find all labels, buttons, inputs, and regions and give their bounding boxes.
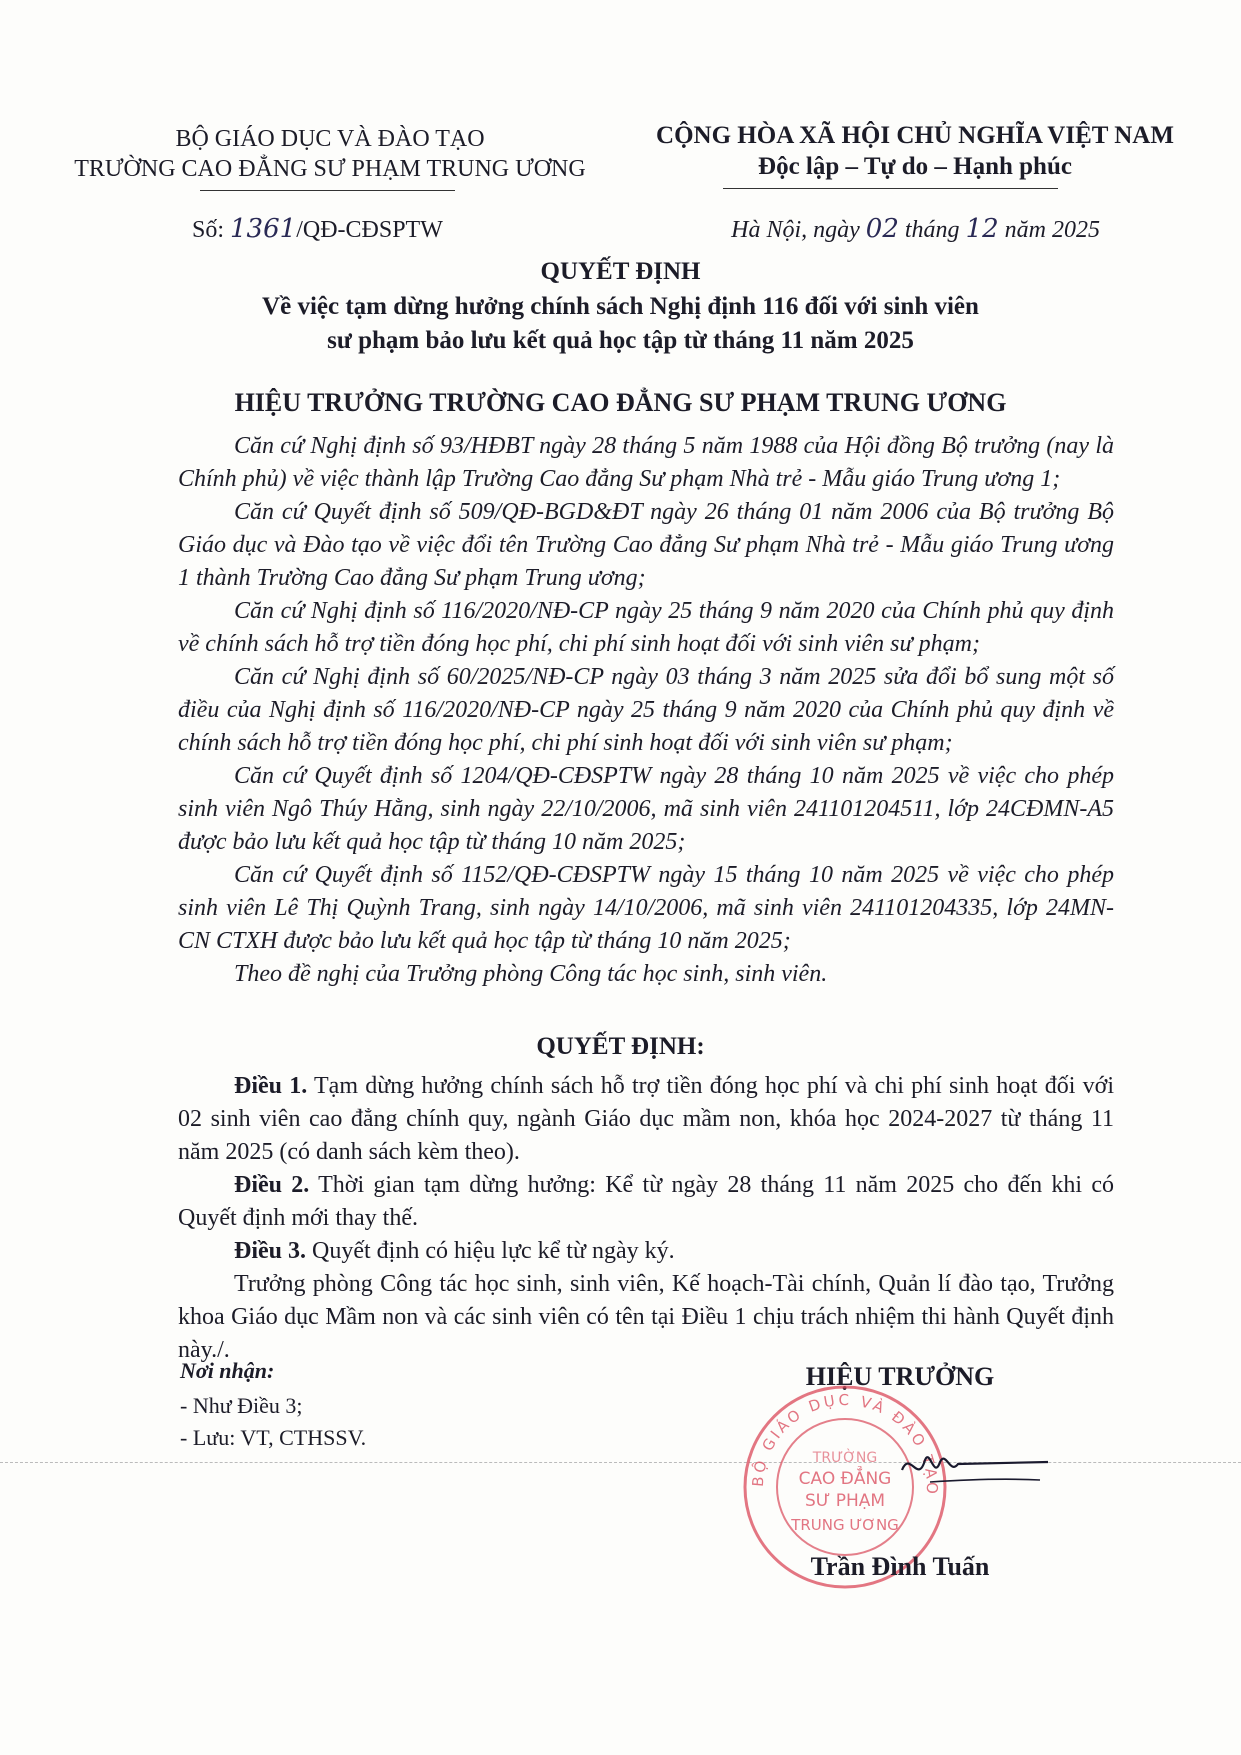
article-text: Tạm dừng hưởng chính sách hỗ trợ tiền đóng học phí và chi phí sinh hoạt đối với 02 sinh viên cao đẳng chính quy, ngành Giáo dục mầm non, khóa học 2024-2027 từ tháng 11 năm 2025 (có danh sách kèm theo). bbox=[178, 1073, 1115, 1165]
citation: Căn cứ Nghị định số 93/HĐBT ngày 28 tháng 5 năm 1988 của Hội đồng Bộ trưởng (nay là Chính phủ) về việc thành lập Trường Cao đẳng Sư phạm Nhà trẻ - Mẫu giáo Trung ương 1; bbox=[178, 433, 1114, 492]
issuing-authority: HIỆU TRƯỞNG TRƯỜNG CAO ĐẲNG SƯ PHẠM TRUNG ƯƠNG bbox=[234, 388, 1007, 417]
agency-header bbox=[40, 124, 620, 184]
article-label: Điều 3. bbox=[234, 1238, 306, 1264]
number-prefix: Số: bbox=[192, 217, 225, 243]
citation: Căn cứ Nghị định số 60/2025/NĐ-CP ngày 03 tháng 3 năm 2025 sửa đổi bổ sung một số điều của Nghị định số 116/2020/NĐ-CP ngày 25 tháng 9 năm 2020 của Chính phủ quy định về chính sách hỗ trợ tiền đóng học phí, chi phí sinh hoạt đối với sinh viên sư phạm; bbox=[178, 664, 1114, 756]
document-date bbox=[640, 214, 1100, 244]
number-suffix: /QĐ-CĐSPTW bbox=[296, 217, 443, 243]
recipient-item: - Như Điều 3; bbox=[180, 1393, 303, 1418]
article-text: Trưởng phòng Công tác học sinh, sinh viên, Kế hoạch-Tài chính, Quản lí đào tạo, Trưởng khoa Giáo dục Mầm non và các sinh viên có tên tại Điều 1 chịu trách nhiệm thi hành Quyết định này./. bbox=[178, 1271, 1114, 1363]
date-day: 02 bbox=[865, 214, 899, 244]
date-month-label: tháng bbox=[904, 217, 960, 243]
recipient-item: - Lưu: VT, CTHSSV. bbox=[180, 1425, 367, 1450]
seal-line: TRUNG ƯƠNG bbox=[791, 1516, 899, 1534]
subject-line-1: Về việc tạm dừng hưởng chính sách Nghị định 116 đối với sinh viên bbox=[262, 293, 979, 320]
seal-line: SƯ PHẠM bbox=[804, 1491, 886, 1511]
seal-line: TRƯỜNG bbox=[812, 1450, 878, 1466]
article-label: Điều 1. bbox=[234, 1073, 308, 1099]
seal-ring-text: BỘ GIÁO DỤC VÀ ĐÀO TẠO bbox=[748, 1390, 942, 1498]
national-header bbox=[620, 120, 1210, 182]
article-2 bbox=[178, 1169, 1114, 1235]
citation: Căn cứ Quyết định số 509/QĐ-BGD&ĐT ngày 26 tháng 01 năm 2006 của Bộ trưởng Bộ Giáo dục và Đào tạo về việc đổi tên Trường Cao đẳng Sư phạm Nhà trẻ - Mẫu giáo Trung ương 1 thành Trường Cao đẳng Sư phạm Trung ương; bbox=[178, 499, 1114, 591]
document-number bbox=[192, 214, 443, 244]
ministry-name: BỘ GIÁO DỤC VÀ ĐÀO TẠO bbox=[175, 126, 485, 152]
articles bbox=[178, 1070, 1114, 1367]
article-label: Điều 2. bbox=[234, 1172, 310, 1198]
country-name: CỘNG HÒA XÃ HỘI CHỦ NGHĨA VIỆT NAM bbox=[656, 122, 1174, 149]
document-subject bbox=[0, 290, 1241, 358]
signer-title: HIỆU TRƯỞNG bbox=[805, 1362, 995, 1391]
recipients-list bbox=[180, 1390, 366, 1454]
date-year: năm 2025 bbox=[1004, 217, 1100, 243]
scan-fold-line bbox=[0, 1462, 1241, 1464]
citation: Căn cứ Nghị định số 116/2020/NĐ-CP ngày 25 tháng 9 năm 2020 của Chính phủ quy định về chính sách hỗ trợ tiền đóng học phí, chi phí sinh hoạt đối với sinh viên sư phạm; bbox=[178, 598, 1114, 657]
header-rule-right bbox=[723, 188, 1058, 189]
seal-line: CAO ĐẲNG bbox=[798, 1469, 892, 1489]
decision-heading: QUYẾT ĐỊNH: bbox=[536, 1033, 705, 1060]
handwritten-number: 1361 bbox=[230, 214, 297, 244]
citation: Căn cứ Quyết định số 1152/QĐ-CĐSPTW ngày 15 tháng 10 năm 2025 về việc cho phép sinh viên Lê Thị Quỳnh Trang, sinh ngày 14/10/2006, mã sinh viên 241101204335, lớp 24MN-CN CTXH được bảo lưu kết quả học tập từ tháng 10 năm 2025; bbox=[178, 862, 1114, 954]
citation: Căn cứ Quyết định số 1204/QĐ-CĐSPTW ngày 28 tháng 10 năm 2025 về việc cho phép sinh viên Ngô Thúy Hằng, sinh ngày 22/10/2006, mã sinh viên 241101204511, lớp 24CĐMN-A5 được bảo lưu kết quả học tập từ tháng 10 năm 2025; bbox=[178, 763, 1114, 855]
recipients-heading: Nơi nhận: bbox=[180, 1358, 275, 1383]
handwritten-signature-icon bbox=[900, 1440, 1050, 1500]
article-text: Thời gian tạm dừng hưởng: Kể từ ngày 28 tháng 11 năm 2025 cho đến khi có Quyết định mới thay thế. bbox=[178, 1172, 1114, 1231]
legal-bases bbox=[178, 430, 1114, 991]
document-type: QUYẾT ĐỊNH bbox=[540, 258, 701, 285]
article-1 bbox=[178, 1070, 1114, 1169]
school-name: TRƯỜNG CAO ĐẲNG SƯ PHẠM TRUNG ƯƠNG bbox=[74, 156, 586, 182]
date-place: Hà Nội, ngày bbox=[731, 217, 860, 243]
signer-name: Trần Đình Tuấn bbox=[810, 1552, 990, 1581]
header-rule-left bbox=[200, 190, 455, 191]
motto: Độc lập – Tự do – Hạnh phúc bbox=[758, 153, 1072, 180]
implementation-clause bbox=[178, 1268, 1114, 1367]
article-3 bbox=[178, 1235, 1114, 1268]
date-month: 12 bbox=[965, 214, 999, 244]
article-text: Quyết định có hiệu lực kể từ ngày ký. bbox=[306, 1238, 675, 1264]
subject-line-2: sư phạm bảo lưu kết quả học tập từ tháng 11 năm 2025 bbox=[327, 327, 914, 354]
citation: Theo đề nghị của Trưởng phòng Công tác học sinh, sinh viên. bbox=[234, 961, 828, 987]
